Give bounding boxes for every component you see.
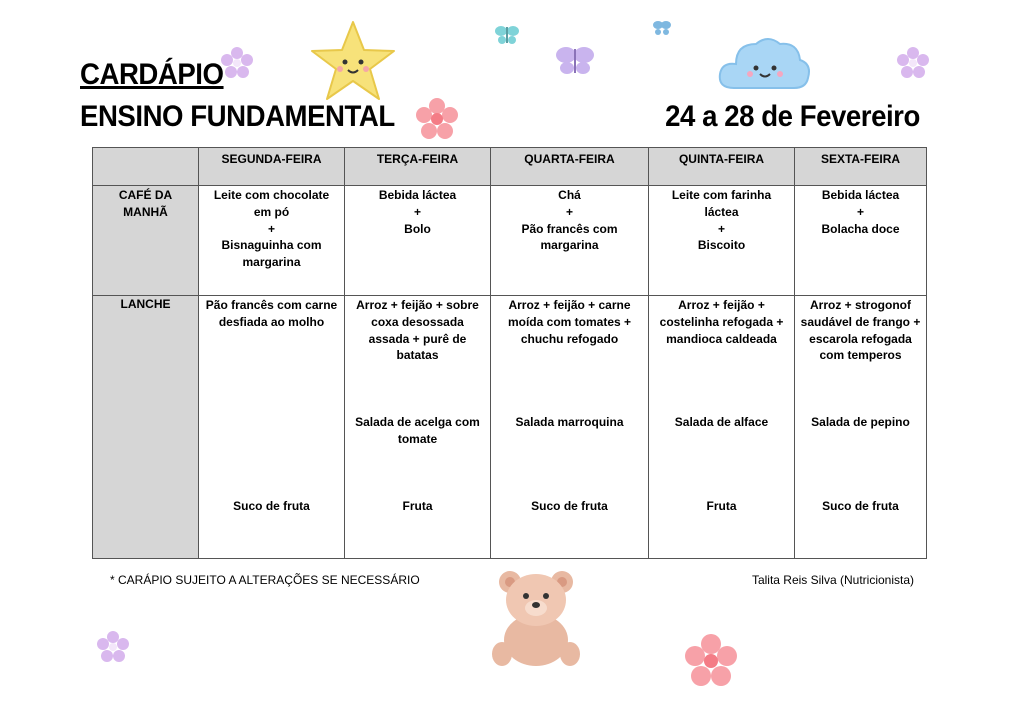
menu-cell: Leite com farinha láctea + Biscoito bbox=[649, 186, 795, 296]
corner-cell bbox=[93, 148, 199, 186]
menu-cell: Arroz + feijão + sobre coxa desossada assada + purê de batatas Salada de acelga com tomate Fruta bbox=[345, 296, 491, 559]
row-label-cafe: CAFÉ DA MANHÃ bbox=[93, 186, 199, 296]
date-range: 24 a 28 de Fevereiro bbox=[665, 100, 920, 133]
menu-cell: Bebida láctea + Bolacha doce bbox=[795, 186, 927, 296]
day-header: SEGUNDA-FEIRA bbox=[199, 148, 345, 186]
menu-cell: Chá + Pão francês com margarina bbox=[491, 186, 649, 296]
menu-cell: Leite com chocolate em pó + Bisnaguinha com margarina bbox=[199, 186, 345, 296]
flower-icon bbox=[414, 96, 460, 142]
table-row-lanche bbox=[93, 296, 927, 559]
menu-cell: Pão francês com carne desfiada ao molho Suco de fruta bbox=[199, 296, 345, 559]
page-subtitle: ENSINO FUNDAMENTAL bbox=[80, 100, 395, 133]
menu-cell: Arroz + feijão + costelinha refogada + mandioca caldeada Salada de alface Fruta bbox=[649, 296, 795, 559]
menu-cell: Arroz + strogonof saudável de frango + escarola refogada com temperos Salada de pepino Suco de fruta bbox=[795, 296, 927, 559]
menu-cell: Bebida láctea + Bolo bbox=[345, 186, 491, 296]
table-row-cafe bbox=[93, 186, 927, 296]
table-header-row bbox=[93, 148, 927, 186]
butterfly-icon bbox=[554, 42, 596, 80]
cloud-icon bbox=[716, 30, 812, 96]
flower-icon bbox=[96, 630, 130, 664]
teddy-bear-icon bbox=[490, 566, 582, 670]
menu-table bbox=[92, 147, 927, 559]
footer-note: * CARÁPIO SUJEITO A ALTERAÇÕES SE NECESSÁRIO bbox=[110, 573, 420, 587]
star-icon bbox=[308, 18, 398, 104]
flower-icon bbox=[896, 46, 930, 80]
butterfly-icon bbox=[494, 22, 520, 48]
menu-cell: Arroz + feijão + carne moída com tomates + chuchu refogado Salada marroquina Suco de fruta bbox=[491, 296, 649, 559]
day-header: TERÇA-FEIRA bbox=[345, 148, 491, 186]
footer-author: Talita Reis Silva (Nutricionista) bbox=[751, 573, 914, 587]
butterfly-icon bbox=[652, 18, 672, 38]
flower-icon bbox=[220, 46, 254, 80]
flower-icon bbox=[682, 632, 740, 690]
day-header: QUINTA-FEIRA bbox=[649, 148, 795, 186]
day-header: QUARTA-FEIRA bbox=[491, 148, 649, 186]
page-title: CARDÁPIO bbox=[80, 58, 224, 91]
row-label-lanche: LANCHE bbox=[93, 296, 199, 559]
day-header: SEXTA-FEIRA bbox=[795, 148, 927, 186]
